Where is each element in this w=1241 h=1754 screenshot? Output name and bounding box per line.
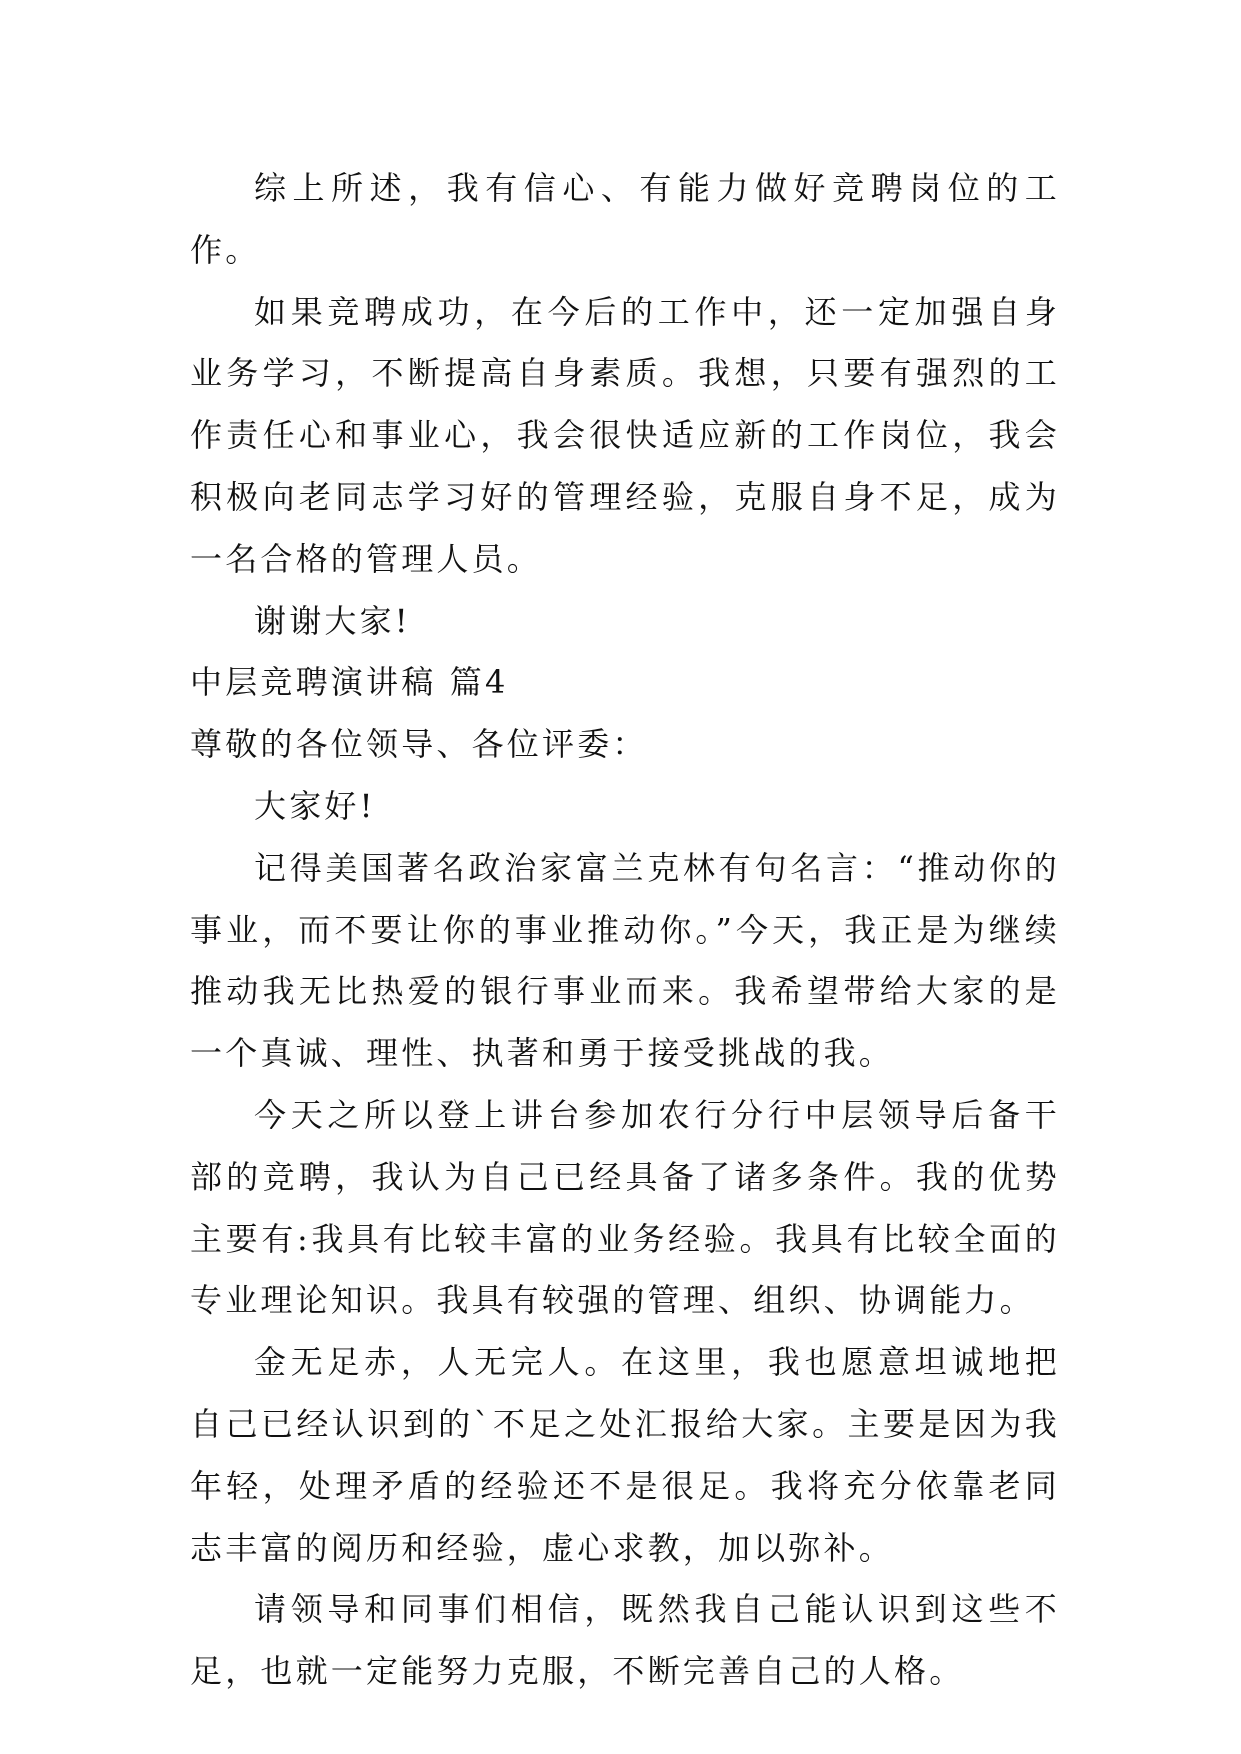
document-body xyxy=(190,158,1060,1703)
paragraph-commitment: 如果竞聘成功，在今后的工作中，还一定加强自身业务学习，不断提高自身素质。我想，只要有强烈的工作责任心和事业心，我会很快适应新的工作岗位，我会积极向老同志学习好的管理经验，克服自身不足，成为一名合格的管理人员。 xyxy=(190,292,1060,578)
paragraph-strengths: 今天之所以登上讲台参加农行分行中层领导后备干部的竞聘，我认为自己已经具备了诸多条件。我的优势主要有:我具有比较丰富的业务经验。我具有比较全面的专业理论知识。我具有较强的管理、组织、协调能力。 xyxy=(190,1095,1060,1320)
salutation: 尊敬的各位领导、各位评委： xyxy=(190,725,648,764)
section-title: 中层竞聘演讲稿 篇4 xyxy=(190,663,509,702)
paragraph-closing: 请领导和同事们相信，既然我自己能认识到这些不足，也就一定能努力克服，不断完善自己的人格。 xyxy=(190,1590,1060,1691)
paragraph-thanks: 谢谢大家! xyxy=(254,601,411,640)
greeting: 大家好! xyxy=(254,786,376,825)
paragraph-quote: 记得美国著名政治家富兰克林有句名言：“推动你的事业，而不要让你的事业推动你。”今天，我正是为继续推动我无比热爱的银行事业而来。我希望带给大家的是一个真诚、理性、执著和勇于接受挑战的我。 xyxy=(190,848,1060,1073)
paragraph-weaknesses: 金无足赤，人无完人。在这里，我也愿意坦诚地把自己已经认识到的`不足之处汇报给大家。主要是因为我年轻，处理矛盾的经验还不是很足。我将充分依靠老同志丰富的阅历和经验，虚心求教，加以弥补。 xyxy=(190,1343,1060,1567)
paragraph-conclusion: 综上所述，我有信心、有能力做好竞聘岗位的工作。 xyxy=(190,169,1060,269)
